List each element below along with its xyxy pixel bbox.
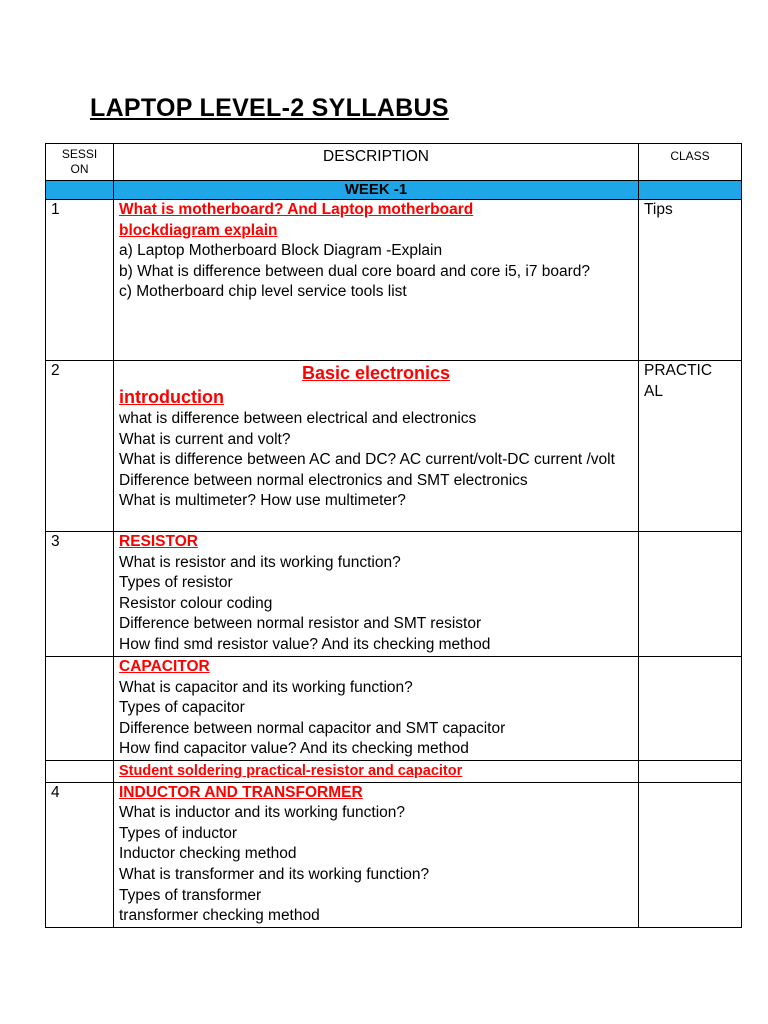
description-cell (114, 782, 639, 927)
session-number (46, 657, 114, 761)
syllabus-table (45, 143, 742, 928)
topic-heading: Student soldering practical-resistor and capacitor (119, 762, 463, 779)
description-cell (114, 361, 639, 532)
session-number: 1 (46, 200, 114, 361)
description-line: What is capacitor and its working function? (119, 678, 413, 696)
description-line: Difference between normal resistor and SMT resistor (119, 615, 482, 633)
class-cell (639, 782, 742, 927)
class-cell: PRACTIC AL (639, 361, 742, 532)
description-line: b) What is difference between dual core board and core i5, i7 board? (119, 262, 591, 280)
topic-heading: CAPACITOR (119, 658, 210, 675)
table-row (46, 200, 742, 361)
description-line: Difference between normal electronics and SMT electronics (119, 471, 528, 489)
description-line: What is current and volt? (119, 430, 291, 448)
description-line: Difference between normal capacitor and SMT capacitor (119, 719, 506, 737)
table-header-row (46, 144, 742, 181)
table-row (46, 361, 742, 532)
description-line: c) Motherboard chip level service tools list (119, 283, 407, 301)
table-row (46, 760, 742, 782)
week-cell-session (46, 181, 114, 200)
description-line: What is inductor and its working function? (119, 804, 406, 822)
topic-heading: What is motherboard? And Laptop motherboard blockdiagram explain (119, 201, 474, 239)
description-line: What is transformer and its working function? (119, 865, 430, 883)
topic-heading: INDUCTOR AND TRANSFORMER (119, 783, 363, 801)
description-cell (114, 532, 639, 657)
header-session: SESSI ON (46, 144, 114, 181)
description-line: Types of inductor (119, 824, 238, 842)
session-number: 3 (46, 532, 114, 657)
description-line: transformer checking method (119, 907, 320, 925)
description-line: Types of resistor (119, 574, 233, 592)
class-cell (639, 532, 742, 657)
section-heading: Basic electronics (301, 363, 451, 383)
description-line: How find smd resistor value? And its checking method (119, 635, 491, 653)
description-line: what is difference between electrical and electronics (119, 410, 477, 427)
description-line: What is difference between AC and DC? AC current/volt-DC current /volt (119, 451, 615, 469)
header-description: DESCRIPTION (114, 144, 639, 181)
class-cell (639, 657, 742, 761)
session-number (46, 760, 114, 782)
document-title: LAPTOP LEVEL-2 SYLLABUS (90, 94, 449, 122)
description-line: Types of transformer (119, 886, 262, 904)
session-number: 4 (46, 782, 114, 927)
table-row (46, 657, 742, 761)
topic-heading: RESISTOR (119, 533, 198, 550)
topic-heading: introduction (119, 387, 224, 407)
description-cell (114, 760, 639, 782)
description-cell (114, 200, 639, 361)
description-line: What is resistor and its working function? (119, 553, 401, 571)
class-cell (639, 760, 742, 782)
description-line: What is multimeter? How use multimeter? (119, 492, 406, 510)
week-cell-class (639, 181, 742, 200)
description-cell (114, 657, 639, 761)
table-row (46, 532, 742, 657)
session-number: 2 (46, 361, 114, 532)
description-line: Types of capacitor (119, 699, 245, 717)
week-row (46, 181, 742, 200)
description-line: Resistor colour coding (119, 594, 273, 612)
table-row (46, 782, 742, 927)
description-line: How find capacitor value? And its checking method (119, 740, 469, 758)
description-line: a) Laptop Motherboard Block Diagram -Explain (119, 242, 443, 260)
header-class: CLASS (639, 144, 742, 181)
week-label: WEEK -1 (114, 181, 639, 200)
description-line: Inductor checking method (119, 845, 297, 863)
class-cell: Tips (639, 200, 742, 361)
